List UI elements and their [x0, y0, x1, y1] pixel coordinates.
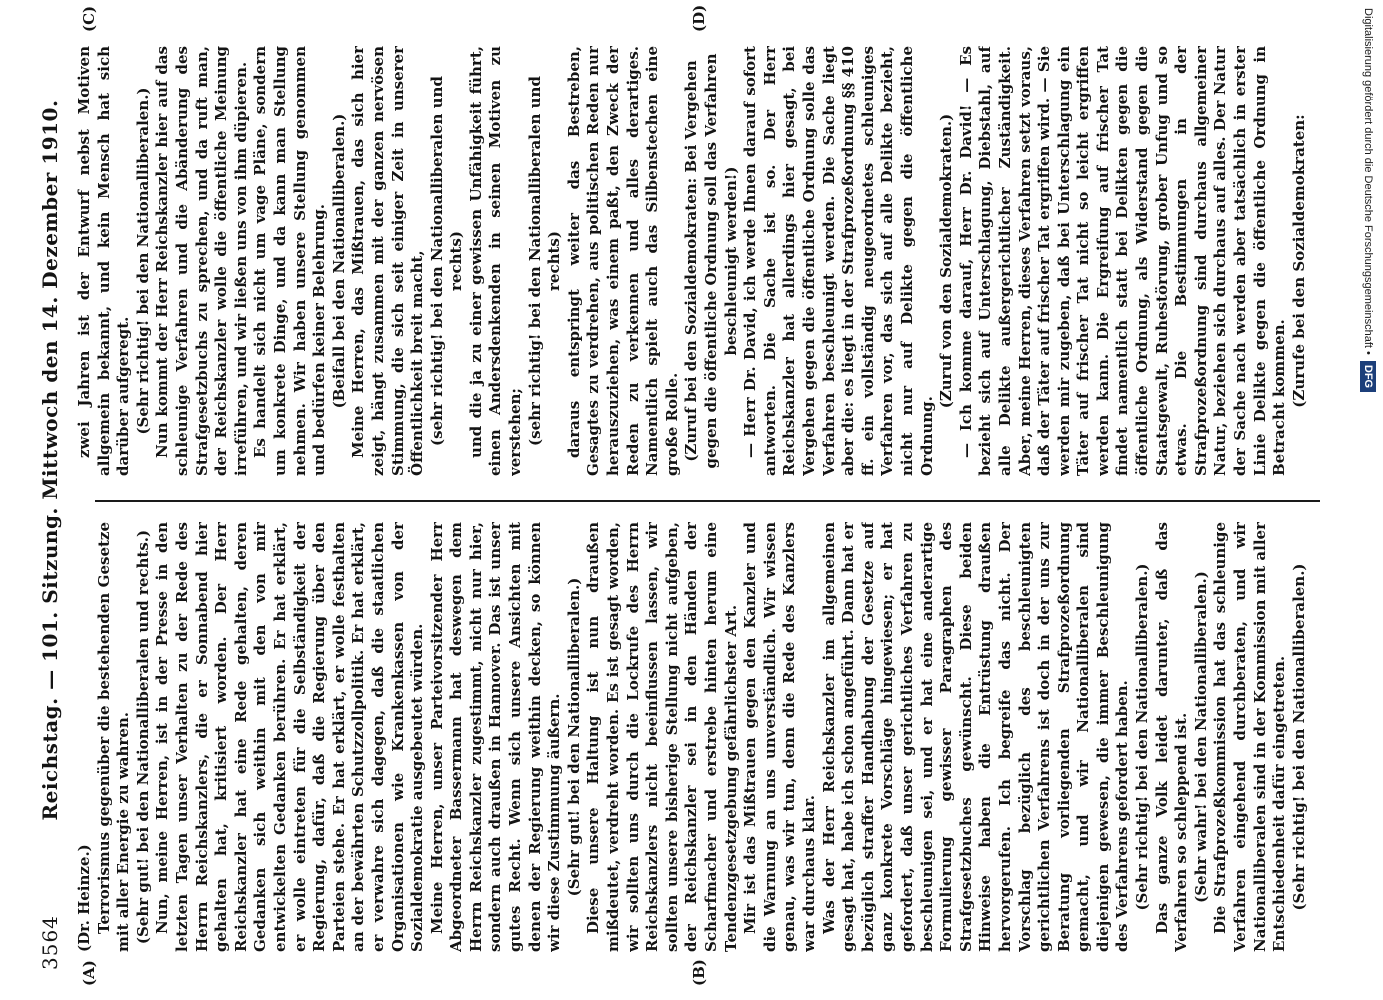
- paragraph: Die Strafprozeßkommission hat das schleunige Verfahren eingehend durchberaten, und wir Nationalliberalen sind in der Kommission mit aller Entschiedenheit dafür eingetreten.: [1211, 522, 1289, 952]
- paragraph: (Zuruf bei den Sozialdemokraten: Bei Vergehen gegen die öffentliche Ordnung soll das Verfahren beschleunigt werden!): [682, 53, 740, 469]
- paragraph: (Sehr richtig! bei den Nationalliberalen.): [1133, 563, 1152, 911]
- paragraph: Nun kommt der Herr Reichskanzler hier auf das schleunige Verfahren und die Abänderung des Strafgesetzbuchs zu sprechen, und da ruft man, der Reichskanzler wolle die öffentliche Meinung irreführen, und wir ließen uns von ihm düpieren.: [153, 46, 250, 476]
- column-divider: [95, 500, 1320, 502]
- paragraph: zwei Jahren ist der Entwurf nebst Motiven allgemein bekannt, und kein Mensch hat sich darüber aufgeregt.: [75, 46, 133, 476]
- dfg-watermark: [1355, 8, 1381, 992]
- paragraph: (sehr richtig! bei den Nationalliberalen und rechts): [525, 76, 564, 446]
- paragraph: [1309, 522, 1310, 952]
- paragraph: Es handelt sich nicht um vage Pläne, sondern um konkrete Dinge, und da kann man Stellung nehmen. Wir haben unsere Stellung genommen und bedürfen keiner Belehrung.: [251, 46, 329, 476]
- paragraph: — Herr Dr. David, ich werde Ihnen darauf sofort antworten. Die Sache ist so. Der Herr Reichskanzler hat allerdings hier gesagt, bei Vergehen gegen die öffentliche Ordnung solle das Verfahren beschleunigt werden. Die Sache liegt aber die: es liegt in der Strafprozeßordnung §§ 410 ff. ein vollständig neugeordnetes schleuniges Verfahren vor, das sich auf alle Delikte bezieht, nicht nur auf Delikte gegen die öffentliche Ordnung.: [741, 46, 936, 476]
- left-column-text: [95, 522, 1310, 952]
- paragraph: Nun, meine Herren, ist in der Presse in den letzten Tagen unser Verhalten zu der Rede des Herrn Reichskanzlers, die er Sonnabend hier gehalten hat, kritisiert worden. Der Herr Reichskanzler hat eine Rede gehalten, deren Gedanken sich weithin mit den von mir entwickelten Gedanken berühren. Er hat erklärt, er wolle eintreten für die Selbständigkeit der Regierung, dafür, daß die Regierung über den Parteien stehe. Er hat erklärt, er wolle festhalten an der bewährten Schutzzollpolitik. Er hat erklärt, er verwahre sich dagegen, daß die staatlichen Organisationen wie Krankenkassen von der Sozialdemokratie ausgebeutet würden.: [153, 522, 427, 952]
- paragraph: Terrorismus gegenüber die bestehenden Gesetze mit aller Energie zu wahren.: [94, 522, 133, 952]
- paragraph: — Ich komme darauf, Herr Dr. David! — Es bezieht sich auf Unterschlagung, Diebstahl, auf alle Delikte außergerichtlicher Zuständigkeit. Aber, meine Herren, dieses Verfahren setzt voraus, daß der Täter auf frischer Tat ergriffen wird. — Sie werden mir zugeben, daß bei Unterschlagung ein Täter auf frischer Tat nicht so leicht ergriffen werden kann. Die Ergreifung auf frischer Tat findet namentlich statt bei Delikten gegen die öffentliche Ordnung, als Widerstand gegen die Staatsgewalt, Ruhestörung, grober Unfug und so etwas. Die Bestimmungen in der Strafprozeßordnung sind durchaus allgemeiner Natur, beziehen sich durchaus auf alles. Der Natur der Sache nach werden aber tatsächlich in erster Linie Delikte gegen die öffentliche Ordnung in Betracht kommen.: [956, 46, 1289, 476]
- margin-marker-a: (A): [80, 960, 98, 986]
- margin-marker-c: (C): [80, 5, 98, 32]
- page-number: 3564: [38, 915, 62, 970]
- right-column: [75, 46, 1310, 476]
- paragraph: (Zurufe bei den Sozialdemokraten:: [1289, 114, 1308, 408]
- paragraph: Meine Herren, das Mißtrauen, das sich hier zeigt, hängt zusammen mit der ganzen nervösen Stimmung, die sich seit einiger Zeit in unserer Öffentlichkeit breit macht,: [349, 46, 427, 476]
- paragraph: (Beifall bei den Nationalliberalen.): [329, 113, 348, 409]
- right-column-text: [75, 46, 1310, 476]
- margin-marker-b: (B): [690, 959, 708, 986]
- paragraph: Meine Herren, unser Parteivorsitzender Herr Abgeordneter Bassermann hat deswegen dem Herrn Reichskanzler zugestimmt, nicht nur hier, sondern auch draußen in Hannover. Das ist unser gutes Recht. Wenn sich unsere Ansichten mit denen der Regierung weithin decken, so können wir diese Zustimmung äußern.: [427, 522, 564, 952]
- paragraph: (Zuruf von den Sozialdemokraten.): [937, 113, 956, 409]
- paragraph: Diese unsere Haltung ist nun draußen mißdeutet, verdreht worden. Es ist gesagt worden, wir sollten uns durch die Lockrufe des Herrn Reichskanzlers nicht beeinflussen lassen, wir sollten unsere bisherige Stellung nicht aufgeben, der Reichskanzler sei in den Händen der Scharfmacher und erstrebe hinten herum eine Tendenzgesetzgebung gefährlichster Art.: [584, 522, 740, 952]
- speaker-label: (Dr. Heinze.): [75, 844, 93, 952]
- paragraph: (Sehr richtig! bei den Nationalliberalen.): [133, 87, 152, 435]
- paragraph: (Sehr gut! bei den Nationalliberalen und rechts.): [133, 529, 152, 945]
- paragraph: (sehr richtig! bei den Nationalliberalen und rechts): [427, 76, 466, 446]
- page-title: Reichstag. — 101. Sitzung. Mittwoch den 14. Dezember 1910.: [38, 99, 62, 821]
- paragraph: (Sehr richtig! bei den Nationalliberalen.): [1289, 563, 1308, 911]
- paragraph: Mir ist das Mißtrauen gegen den Kanzler und die Warnung an uns unverständlich. Wir wissen genau, was wir tun, denn die Rede des Kanzlers war durchaus klar.: [741, 522, 818, 952]
- paragraph: (Sehr gut! bei den Nationalliberalen.): [564, 577, 583, 897]
- page-header: [38, 30, 72, 970]
- paragraph: (Sehr wahr! bei den Nationalliberalen.): [1191, 571, 1210, 903]
- margin-marker-d: (D): [690, 4, 708, 32]
- paragraph: Was der Herr Reichskanzler im allgemeinen gesagt hat, habe ich schon angeführt. Dann hat er bezüglich straffer Handhabung der Gesetze auf ganz konkrete Vorschläge hingewiesen; er hat gefordert, daß unser gerichtliches Verfahren zu beschleunigen sei, und er hat eine anderartige Formulierung gewisser Paragraphen des Strafgesetzbuches gewünscht. Diese beiden Hinweise haben die Entrüstung draußen hervorgerufen. Ich begreife das nicht. Der Vorschlag bezüglich des beschleunigten gerichtlichen Verfahrens ist doch in der uns zur Beratung vorliegenden Strafprozeßordnung gemacht, und wir Nationalliberalen sind diejenigen gewesen, die immer Beschleunigung des Verfahrens gefordert haben.: [819, 522, 1132, 952]
- paragraph: daraus entspringt weiter das Bestreben, Gesagtes zu verdrehen, aus politischen Reden nur herauszuziehen, was einem paßt, den Zweck der Reden zu verkennen und alles derartiges. Namentlich spielt auch das Silbenstechen eine große Rolle.: [564, 46, 681, 476]
- watermark-text: Digitalisierung gefördert durch die Deutsche Forschungsgemeinschaft •: [1362, 8, 1374, 355]
- dfg-logo: DFG: [1360, 361, 1376, 392]
- paragraph: und die ja zu einer gewissen Unfähigkeit führt, einen Andersdenkenden in seinen Motiven zu verstehen;: [466, 46, 525, 476]
- left-column: [75, 522, 1310, 952]
- paragraph: Das ganze Volk leidet darunter, daß das Verfahren so schleppend ist.: [1152, 522, 1191, 952]
